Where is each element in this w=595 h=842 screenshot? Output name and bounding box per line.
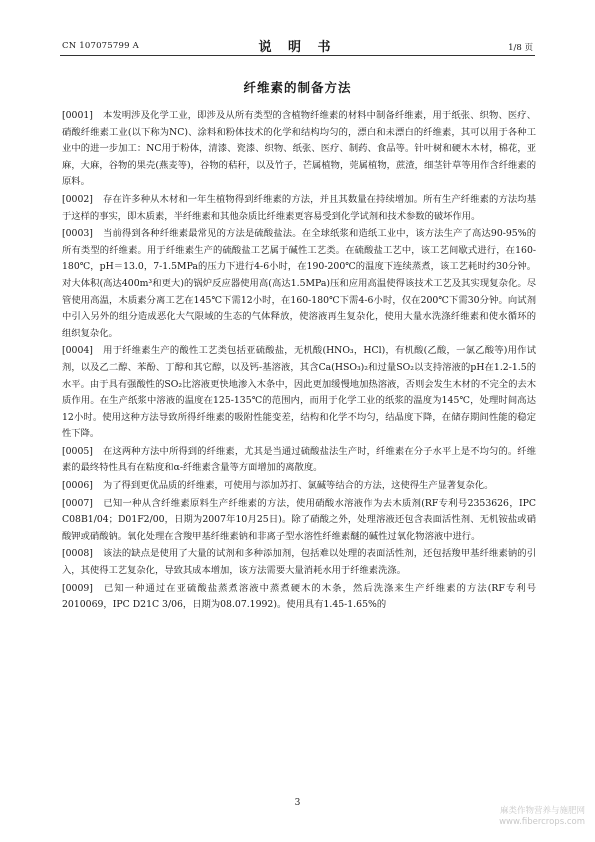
paragraph-number: [0004]: [62, 345, 93, 357]
header-divider: [60, 55, 535, 56]
document-title: 纤维素的制备方法: [243, 80, 352, 95]
paragraph-text: 当前得到各种纤维素最常见的方法是硫酸盐法。在全球纸浆和造纸工业中，该方法生产了高达90-95%的所有类型的纤维素。用于纤维素生产的硫酸盐工艺属于碱性工艺类。在硫酸盐工艺中，该工艺间歇式进行，在160-180℃，pH＝13.0，7-1.5MPa的压力下进行4-6小时，在190-200℃的温度下连续蒸煮，该工艺耗时约30分钟。对大体积(高达400m³和更大)的锅炉反应器使用高(高达1.5MPa)压和应用高温使得该技术工艺及其实现复杂化。尽管使用高温，木质素分离工艺在145℃下需12小时，在160-180℃下需4-6小时，仅在200℃下需30分钟。向试剂中引入另外的组分造成恶化大气限域的生态的气体释放，使溶液再生复杂化，使用大量水洗涤纤维素和使水循环的组织复杂化。: [62, 228, 536, 339]
paragraph-0007: [62, 496, 536, 546]
paragraph-text: 用于纤维素生产的酸性工艺类包括亚硫酸盐，无机酸(HNO₃，HCl)，有机酸(乙酸，一氯乙酸等)用作试剂，以及乙二醇、苯酚、丁醇和其它醇，以及钙-基溶液，其含Ca(HSO₃)₂和过量SO₂以支持溶液的pH在1.2-1.5的水平。由于具有强酸性的SO₂比溶液更快地渗入木条中，因此更加缓慢地加热溶液，否则会发生木材的不完全的去木质作用。在生产纸浆中溶液的温度在125-135℃的范围内，而用于化学工业的纸浆的温度为145℃，处理时间高达12小时。使用这种方法导致所得纤维素的吸附性能变差，结构和化学不均匀，结晶度下降，在储存期间性能的稳定性下降。: [62, 345, 536, 440]
paragraph-text: 已知一种从含纤维素原料生产纤维素的方法，使用硝酸水溶液作为去木质剂(RF专利号2353626，IPC C08B1/04；D01F2/00，日期为2007年10月25日)。除了硝酸之外，处理溶液还包含表面活性剂、无机铵盐或硝酸钾或硝酸钠。氧化处理在含羧甲基纤维素钠和非离子型水溶性纤维素醚的碱性过氧化物溶液中进行。: [62, 497, 536, 542]
paragraph-text: 该法的缺点是使用了大量的试剂和多种添加剂，包括难以处理的表面活性剂，还包括羧甲基纤维素钠的引入，其使得工艺复杂化，导致其成本增加，该方法需要大量消耗水用于纤维素洗涤。: [62, 548, 536, 577]
paragraph-0004: [62, 343, 536, 443]
page-number: 3: [294, 798, 301, 808]
paragraph-number: [0005]: [62, 445, 93, 457]
paragraph-number: [0001]: [62, 110, 93, 121]
page-ratio: 1/8 页: [508, 43, 533, 53]
paragraph-0001: [62, 108, 536, 191]
paragraph-0002: [62, 192, 536, 225]
document-type-heading: 说 明 书: [258, 40, 337, 55]
patent-number: CN 107075799 A: [62, 41, 139, 51]
paragraph-text: 存在许多种从木材和一年生植物得到纤维素的方法，并且其数量在持续增加。所有生产纤维素的方法均基于这样的事实，即木质素，半纤维素和其他杂质比纤维素更容易受到化学试剂和技术参数的破坏作用。: [62, 193, 536, 222]
paragraph-number: [0007]: [62, 497, 93, 509]
paragraph-number: [0002]: [62, 193, 93, 205]
paragraph-0006: [62, 478, 536, 495]
paragraph-0008: [62, 546, 536, 579]
paragraph-0005: [62, 444, 536, 477]
paragraph-text: 已知一种通过在亚硫酸盐蒸煮溶液中蒸煮硬木的木条，然后洗涤来生产纤维素的方法(RF专利号2010069，IPC D21C 3/06，日期为08.07.1992)。使用具有1.45-1.65%的: [62, 582, 536, 611]
watermark-url: www.fibercrops.com: [499, 817, 585, 827]
document-body: [62, 108, 536, 615]
paragraph-number: [0006]: [62, 480, 93, 492]
paragraph-number: [0008]: [62, 548, 93, 560]
paragraph-text: 在这两种方法中所得到的纤维素，尤其是当通过硫酸盐法生产时，纤维素在分子水平上是不均匀的。纤维素的最终特性具有在粘度和α-纤维素含量等方面增加的离散度。: [62, 445, 536, 474]
paragraph-number: [0009]: [62, 582, 93, 594]
paragraph-text: 为了得到更优品质的纤维素，可使用与添加苏打、氯碱等结合的方法，这使得生产显著复杂化。: [102, 480, 494, 492]
paragraph-text: 本发明涉及化学工业，即涉及从所有类型的含植物纤维素的材料中制备纤维素，用于纸张、织物、医疗、硝酸纤维素工业(以下称为NC)、涂料和粉体技术的化学和结构均匀的，漂白和未漂白的纤维素，其可以用于各种工业中的进一步加工：NC用于粉体，清漆、瓷漆、织物、纸张、医疗、制药、食品等。针叶树和硬木木材，棉花，亚麻，大麻，谷物的果壳(燕麦等)，谷物的秸秆，以及竹子，芒属植物，莞属植物，蔗渣，细茎针草等用作含纤维素的原料。: [62, 110, 536, 188]
watermark: [499, 806, 585, 828]
paragraph-0003: [62, 226, 536, 342]
paragraph-number: [0003]: [62, 228, 93, 240]
paragraph-0009: [62, 581, 536, 614]
watermark-site-name: 麻类作物营养与施肥网: [499, 806, 585, 816]
